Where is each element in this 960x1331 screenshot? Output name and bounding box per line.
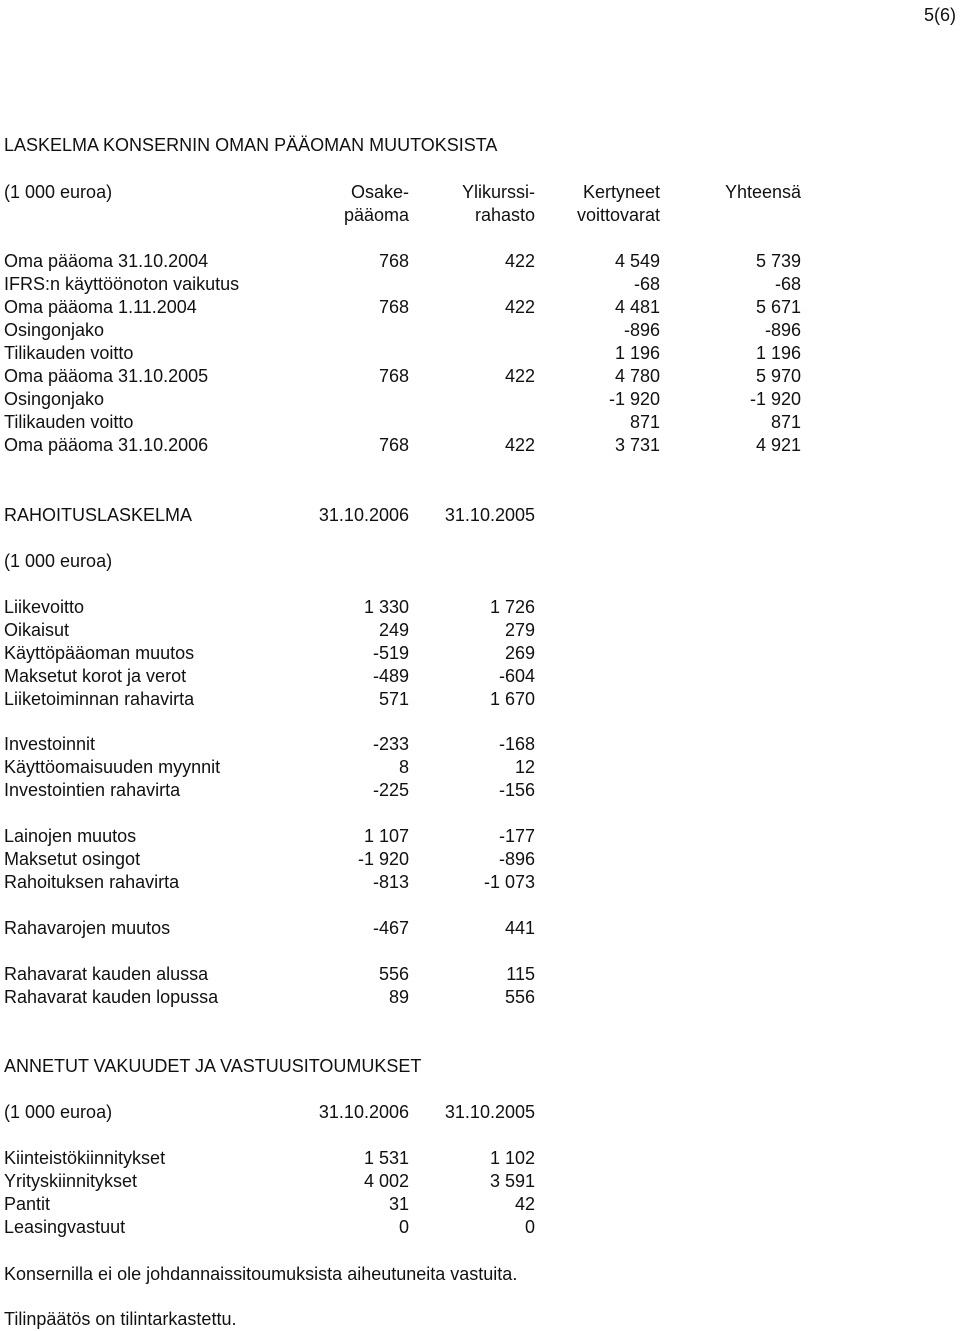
table-row xyxy=(4,596,944,619)
page-number: 5(6) xyxy=(923,5,956,25)
table-row xyxy=(4,1216,944,1239)
cell: 279 xyxy=(504,620,535,640)
cell: -489 xyxy=(372,666,409,686)
cell: 571 xyxy=(378,689,409,709)
cell: 768 xyxy=(378,297,409,317)
cell: -233 xyxy=(372,734,409,754)
cell: 5 739 xyxy=(755,251,801,271)
table-row xyxy=(4,871,944,894)
row-label: Oma pääoma 31.10.2004 xyxy=(4,251,209,271)
table-row xyxy=(4,1170,944,1193)
table-row xyxy=(4,296,944,319)
table-row xyxy=(4,619,944,642)
row-label: Leasingvastuut xyxy=(4,1217,126,1237)
table-row xyxy=(4,434,944,457)
cashflow-group-change xyxy=(4,917,944,940)
cell: 556 xyxy=(504,987,535,1007)
collateral-header xyxy=(4,1101,944,1124)
row-label: Kiinteistökiinnitykset xyxy=(4,1148,166,1168)
table-row xyxy=(4,963,944,986)
cell: 4 481 xyxy=(614,297,660,317)
table-row xyxy=(4,365,944,388)
col-header-kertyneet: Kertyneet xyxy=(582,182,660,202)
cashflow-header xyxy=(4,504,944,527)
cell: -896 xyxy=(623,320,660,340)
cell: 422 xyxy=(504,435,535,455)
row-label: Osingonjako xyxy=(4,389,105,409)
cell: 1 102 xyxy=(489,1148,535,1168)
cell: 249 xyxy=(378,620,409,640)
cell: 8 xyxy=(398,757,409,777)
cell: 871 xyxy=(629,412,660,432)
cell: -896 xyxy=(764,320,801,340)
collateral-title: ANNETUT VAKUUDET JA VASTUUSITOUMUKSET xyxy=(4,1056,422,1076)
row-label: Pantit xyxy=(4,1194,51,1214)
table-row xyxy=(4,319,944,342)
cell: -177 xyxy=(498,826,535,846)
cell: -1 920 xyxy=(749,389,801,409)
row-label: Käyttöpääoman muutos xyxy=(4,643,195,663)
table-row xyxy=(4,688,944,711)
cell: 115 xyxy=(506,964,535,984)
cell: 31 xyxy=(388,1194,409,1214)
row-label: Oma pääoma 31.10.2006 xyxy=(4,435,209,455)
row-label: Oma pääoma 1.11.2004 xyxy=(4,297,197,317)
table-row xyxy=(4,917,944,940)
cashflow-title: RAHOITUSLASKELMA xyxy=(4,505,193,525)
cell: -225 xyxy=(372,780,409,800)
table-row xyxy=(4,250,944,273)
equity-unit: (1 000 euroa) xyxy=(4,182,113,202)
table-row xyxy=(4,756,944,779)
cell: 768 xyxy=(378,435,409,455)
row-label: Lainojen muutos xyxy=(4,826,137,846)
table-row xyxy=(4,1147,944,1170)
cell: 3 591 xyxy=(489,1171,535,1191)
cell: 5 671 xyxy=(755,297,801,317)
equity-table xyxy=(4,250,944,457)
cell: 12 xyxy=(514,757,535,777)
equity-header xyxy=(4,181,944,227)
cell: 1 196 xyxy=(755,343,801,363)
cell: -168 xyxy=(498,734,535,754)
row-label: IFRS:n käyttöönoton vaikutus xyxy=(4,274,240,294)
cell: 768 xyxy=(378,366,409,386)
cell: 3 731 xyxy=(614,435,660,455)
cell: 1 726 xyxy=(489,597,535,617)
cashflow-group-cash xyxy=(4,963,944,1009)
equity-title: LASKELMA KONSERNIN OMAN PÄÄOMAN MUUTOKSISTA xyxy=(4,135,498,155)
cashflow-col1: 31.10.2006 xyxy=(318,505,409,525)
cell: 768 xyxy=(378,251,409,271)
row-label: Rahavarat kauden lopussa xyxy=(4,987,219,1007)
row-label: Liiketoiminnan rahavirta xyxy=(4,689,195,709)
table-row xyxy=(4,825,944,848)
cell: 4 921 xyxy=(755,435,801,455)
collateral-table xyxy=(4,1147,944,1239)
cell: 1 531 xyxy=(363,1148,409,1168)
collateral-col1: 31.10.2006 xyxy=(318,1102,409,1122)
cell: 871 xyxy=(770,412,801,432)
cell: -519 xyxy=(372,643,409,663)
cell: 89 xyxy=(388,987,409,1007)
cell: 1 670 xyxy=(489,689,535,709)
cell: 4 549 xyxy=(614,251,660,271)
cashflow-group-financing xyxy=(4,825,944,894)
collateral-col2: 31.10.2005 xyxy=(444,1102,535,1122)
row-label: Investointien rahavirta xyxy=(4,780,181,800)
cashflow-group-investing xyxy=(4,733,944,802)
cell: 0 xyxy=(524,1217,535,1237)
col-header-osake-2: pääoma xyxy=(343,205,409,225)
cell: 1 196 xyxy=(614,343,660,363)
row-label: Tilikauden voitto xyxy=(4,412,134,432)
cell: 4 002 xyxy=(363,1171,409,1191)
cell: -813 xyxy=(372,872,409,892)
cell: -604 xyxy=(498,666,535,686)
cell: 4 780 xyxy=(614,366,660,386)
row-label: Tilikauden voitto xyxy=(4,343,134,363)
table-row xyxy=(4,733,944,756)
row-label: Liikevoitto xyxy=(4,597,85,617)
cell: 42 xyxy=(514,1194,535,1214)
cell: -896 xyxy=(498,849,535,869)
row-label: Rahoituksen rahavirta xyxy=(4,872,180,892)
cell: 441 xyxy=(504,918,535,938)
cell: 422 xyxy=(504,366,535,386)
col-header-yhteensa: Yhteensä xyxy=(724,182,801,202)
col-header-kertyneet-2: voittovarat xyxy=(576,205,660,225)
table-row xyxy=(4,665,944,688)
cell: 556 xyxy=(378,964,409,984)
cell: -467 xyxy=(372,918,409,938)
cell: 0 xyxy=(398,1217,409,1237)
col-header-ylikurssi-2: rahasto xyxy=(474,205,535,225)
cell: -1 920 xyxy=(608,389,660,409)
col-header-ylikurssi: Ylikurssi- xyxy=(461,182,535,202)
cell: -1 920 xyxy=(357,849,409,869)
table-row xyxy=(4,1193,944,1216)
cell: -156 xyxy=(498,780,535,800)
cell: 1 330 xyxy=(363,597,409,617)
cell: -68 xyxy=(633,274,660,294)
cell: 269 xyxy=(504,643,535,663)
table-row xyxy=(4,848,944,871)
row-label: Oikaisut xyxy=(4,620,70,640)
col-header-osake: Osake- xyxy=(350,182,409,202)
cell: 422 xyxy=(504,297,535,317)
row-label: Osingonjako xyxy=(4,320,105,340)
row-label: Investoinnit xyxy=(4,734,96,754)
cashflow-unit: (1 000 euroa) xyxy=(4,551,113,571)
table-row xyxy=(4,986,944,1009)
cell: 1 107 xyxy=(363,826,409,846)
row-label: Maksetut osingot xyxy=(4,849,141,869)
collateral-unit: (1 000 euroa) xyxy=(4,1102,113,1122)
table-row xyxy=(4,779,944,802)
table-row xyxy=(4,642,944,665)
row-label: Rahavarat kauden alussa xyxy=(4,964,209,984)
row-label: Rahavarojen muutos xyxy=(4,918,171,938)
cell: -68 xyxy=(774,274,801,294)
table-row xyxy=(4,273,944,296)
row-label: Yrityskiinnitykset xyxy=(4,1171,138,1191)
table-row xyxy=(4,388,944,411)
cell: 422 xyxy=(504,251,535,271)
row-label: Käyttöomaisuuden myynnit xyxy=(4,757,221,777)
cashflow-group-operating xyxy=(4,596,944,711)
row-label: Maksetut korot ja verot xyxy=(4,666,187,686)
cell: -1 073 xyxy=(483,872,535,892)
table-row xyxy=(4,411,944,434)
note-derivatives: Konsernilla ei ole johdannaissitoumuksista aiheutuneita vastuita. xyxy=(4,1264,518,1284)
row-label: Oma pääoma 31.10.2005 xyxy=(4,366,209,386)
cashflow-col2: 31.10.2005 xyxy=(444,505,535,525)
table-row xyxy=(4,342,944,365)
cell: 5 970 xyxy=(755,366,801,386)
note-audited: Tilinpäätös on tilintarkastettu. xyxy=(4,1309,237,1329)
